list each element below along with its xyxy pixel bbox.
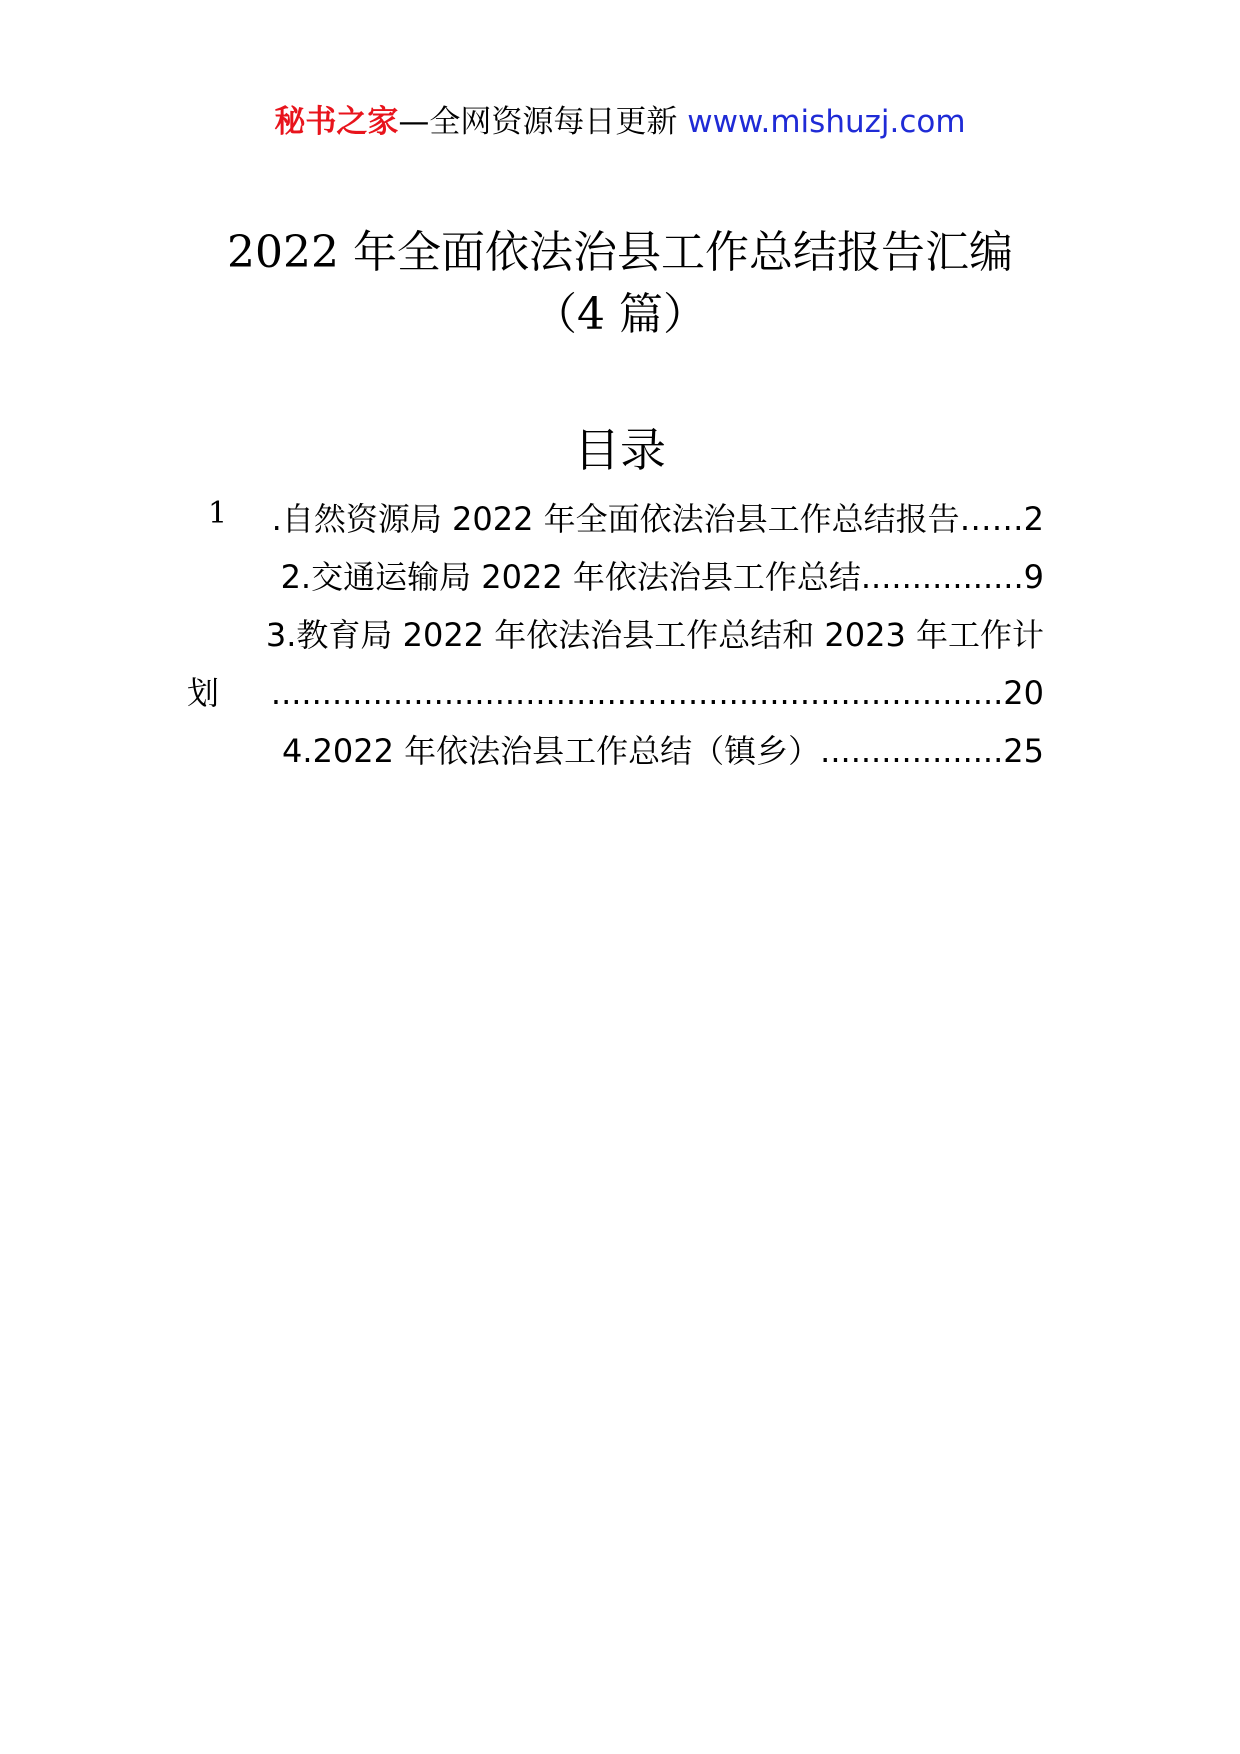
toc-entry-4[interactable]: 4.2022 年依法治县工作总结（镇乡）..................25	[282, 732, 1044, 770]
toc-stray-number: 1	[208, 496, 228, 531]
toc-entry-3-continuation: 划	[187, 674, 220, 712]
toc-entry-3-leader-page: ........................................................................20	[270, 674, 1044, 712]
document-title-line-1: 2022 年全面依法治县工作总结报告汇编	[227, 227, 1013, 278]
site-url[interactable]: www.mishuzj.com	[687, 104, 966, 140]
document-title-line-2: （4 篇）	[533, 289, 707, 340]
toc-entry-2[interactable]: 2.交通运输局 2022 年依法治县工作总结................9	[280, 558, 1044, 596]
site-header	[0, 100, 1240, 144]
document-title	[0, 222, 1240, 346]
toc-entry-1[interactable]: .自然资源局 2022 年全面依法治县工作总结报告……2	[271, 500, 1044, 538]
toc-entry-3-line-1[interactable]: 3.教育局 2022 年依法治县工作总结和 2023 年工作计	[265, 616, 1044, 654]
toc-entry-3-line-2[interactable]	[187, 671, 1044, 715]
toc-heading: 目录	[574, 423, 666, 477]
site-tagline: —全网资源每日更新	[398, 104, 678, 140]
site-brand: 秘书之家	[274, 104, 399, 140]
